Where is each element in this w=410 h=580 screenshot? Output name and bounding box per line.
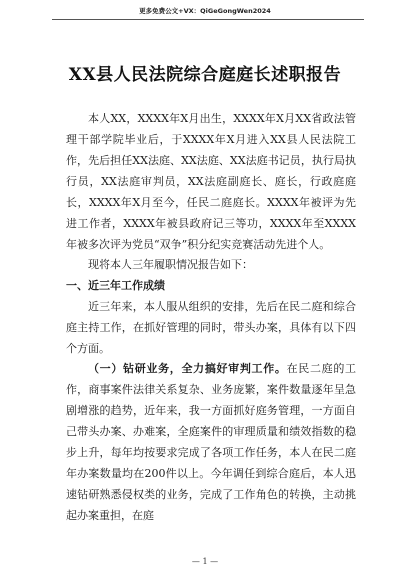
header-note: 更多免费公文+VX：QiGeGongWen2024 (139, 7, 271, 15)
paragraph-section-intro: 近三年来，本人服从组织的安排，先后在民二庭和综合庭主持工作，在抓好管理的同时，带头办案，具体有以下四个方面。 (66, 300, 356, 355)
section-heading: 一、近三年工作成绩 (66, 279, 165, 292)
paragraph-intro: 本人XX，XXXX年X月出生，XXXX年X月XX省政法管理干部学院毕业后，于XXXX年X月进入XX县人民法院工作，先后担任XX法庭、XX法庭、XX法庭书记员，执行局执行员，XX法庭审判员，XX法庭副庭长、庭长，行政庭庭长，XXXX年X月至今，任民二庭庭长。XXXX年被评为先进工作者，XXXX年被县政府记三等功，XXXX年至XXXX年被多次评为党员“双争”积分纪实竞赛活动先进个人。 (66, 112, 356, 251)
header-rule (52, 19, 364, 20)
item-1-lead: （一）钻研业务，全力搞好审判工作。 (88, 362, 287, 375)
document-title: XX县人民法院综合庭庭长述职报告 (68, 65, 342, 85)
paragraph-item-1 (66, 358, 356, 526)
paragraph-lead-in: 现将本人三年履职情况报告如下： (88, 258, 253, 271)
item-1-body: 在民二庭的工作，商事案件法律关系复杂、业务庞繁，案件数量逐年呈急剧增涨的趋势，近年来，我一方面抓好庭务管理，一方面自己带头办案、办难案，全庭案件的审理质量和绩效指数的稳步上升，每年均按要求完成了各项工作任务，本人在民二庭年办案数量均在200件以上。今年调任到综合庭后，本人迅速钻研熟悉侵权类的业务，完成了工作角色的转换，主动挑起办案重担，在庭 (66, 362, 357, 522)
page-number: — 1 — (191, 557, 219, 566)
